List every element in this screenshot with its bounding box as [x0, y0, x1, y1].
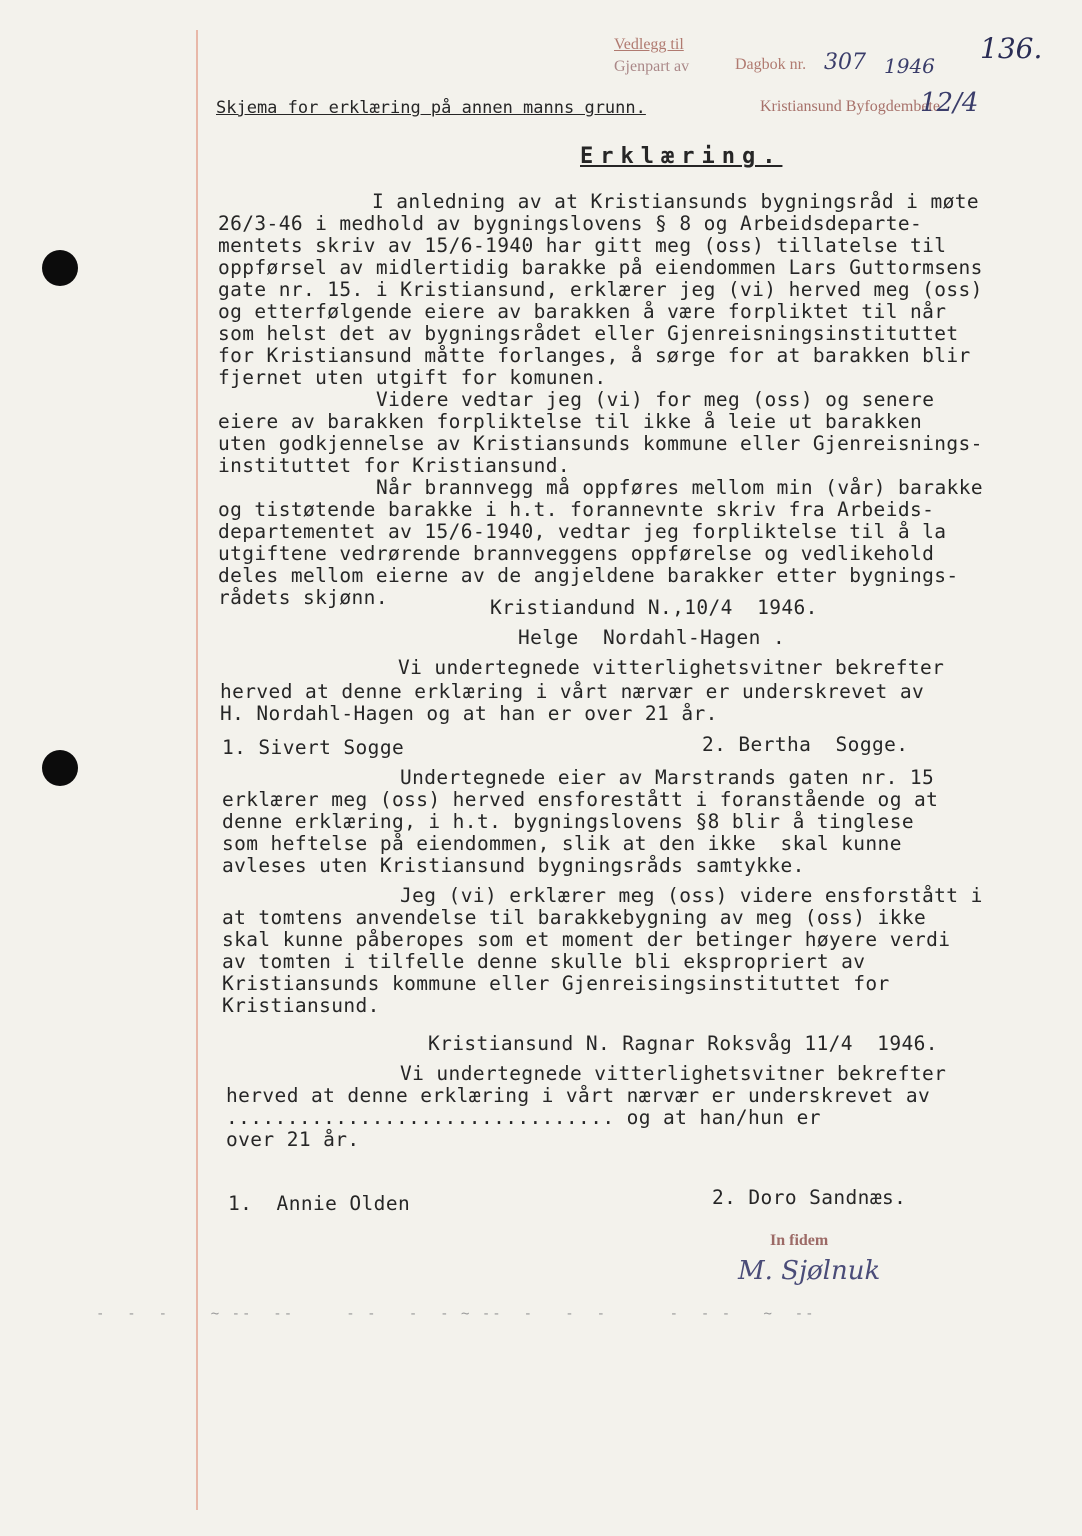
text-line: Jeg (vi) erklærer meg (oss) videre ensforstått i [400, 884, 983, 907]
document-title: Erklæring. [580, 144, 783, 169]
text-line: deles mellom eierne av de angjeldene barakker etter bygnings- [218, 564, 959, 587]
text-line: instituttet for Kristiansund. [218, 454, 571, 477]
stamp-line-3: Kristiansund Byfogdembete [760, 98, 940, 115]
text-line: mentets skriv av 15/6-1940 har gitt meg (oss) tillatelse til [218, 234, 947, 257]
text-line: ................................ og at han/hun er [226, 1106, 821, 1129]
faint-marks: - - - ~ -- -- - - - - ~ -- - - - - - - ~ -- [96, 1306, 816, 1322]
text-line: herved at denne erklæring i vårt nærvær er underskrevet av [226, 1084, 931, 1107]
dagbok-number: 307 [824, 50, 866, 75]
text-line: som heftelse på eiendommen, slik at den ikke skal kunne [222, 832, 902, 855]
signatory-name: Helge Nordahl-Hagen . [518, 626, 786, 649]
text-line: H. Nordahl-Hagen og at han er over 21 år. [220, 702, 718, 725]
stamp-dagbok: Dagbok nr. [735, 56, 807, 73]
text-line: og etterfølgende eiere av barakken å være forpliktet til når [218, 300, 947, 323]
text-line: som helst det av bygningsrådet eller Gjenreisningsinstituttet [218, 322, 959, 345]
text-line: utgiftene vedrørende brannveggens oppførelse og vedlikehold [218, 542, 935, 565]
text-line: eiere av barakken forpliktelse til ikke å leie ut barakken [218, 410, 923, 433]
witness-2: 2. Doro Sandnæs. [712, 1186, 907, 1209]
folio-number: 136. [980, 32, 1043, 65]
text-line: Videre vedtar jeg (vi) for meg (oss) og senere [376, 388, 935, 411]
witness-1: 1. Annie Olden [228, 1192, 411, 1215]
text-line: I anledning av at Kristiansunds bygningsråd i møte [372, 190, 979, 213]
stamp-line-2: Gjenpart av [614, 58, 690, 75]
stamp-date: 12/4 [920, 88, 979, 118]
text-line: Vi undertegnede vitterlighetsvitner bekrefter [398, 656, 945, 679]
dagbok-year: 1946 [884, 54, 935, 78]
witness-2: 2. Bertha Sogge. [702, 733, 909, 756]
text-line: Undertegnede eier av Marstrands gaten nr. 15 [400, 766, 935, 789]
text-line: skal kunne påberopes som et moment der betinger høyere verdi [222, 928, 951, 951]
text-line: fjernet uten utgift for komunen. [218, 366, 607, 389]
text-line: uten godkjennelse av Kristiansunds kommune eller Gjenreisnings- [218, 432, 983, 455]
place-date-line: Kristiansund N. Ragnar Roksvåg 11/4 1946. [428, 1032, 938, 1055]
text-line: og tistøtende barakke i h.t. forannevnte skriv fra Arbeids- [218, 498, 935, 521]
text-line: avleses uten Kristiansund bygningsråds samtykke. [222, 854, 805, 877]
text-line: herved at denne erklæring i vårt nærvær er underskrevet av [220, 680, 925, 703]
stamp-line-1: Vedlegg til [614, 36, 684, 53]
text-line: gate nr. 15. i Kristiansund, erklærer jeg (vi) herved meg (oss) [218, 278, 983, 301]
text-line: erklærer meg (oss) herved ensforestått i foranstående og at [222, 788, 939, 811]
text-line: Kristiansunds kommune eller Gjenreisingsinstituttet for [222, 972, 890, 995]
text-line: av tomten i tilfelle denne skulle bli ekspropriert av [222, 950, 866, 973]
text-line: at tomtens anvendelse til barakkebygning av meg (oss) ikke [222, 906, 927, 929]
text-line: oppførsel av midlertidig barakke på eiendommen Lars Guttormsens [218, 256, 983, 279]
text-line: denne erklæring, i h.t. bygningslovens §8 blir å tinglese [222, 810, 914, 833]
text-line: Når brannvegg må oppføres mellom min (vår) barakke [376, 476, 983, 499]
text-line: departementet av 15/6-1940, vedtar jeg forpliktelse til å la [218, 520, 947, 543]
text-line: for Kristiansund måtte forlanges, å sørge for at barakken blir [218, 344, 971, 367]
text-line: Vi undertegnede vitterlighetsvitner bekrefter [400, 1062, 947, 1085]
text-line: over 21 år. [226, 1128, 360, 1151]
witness-1: 1. Sivert Sogge [222, 736, 405, 759]
in-fidem-stamp: In fidem [770, 1232, 829, 1249]
handwritten-signature: M. Sjølnuk [738, 1256, 881, 1286]
text-line: rådets skjønn. [218, 586, 388, 609]
text-line: 26/3-46 i medhold av bygningslovens § 8 og Arbeidsdeparte- [218, 212, 923, 235]
place-date-line: Kristiandund N.,10/4 1946. [490, 596, 818, 619]
form-header: Skjema for erklæring på annen manns grunn. [216, 98, 646, 118]
text-line: Kristiansund. [222, 994, 380, 1017]
